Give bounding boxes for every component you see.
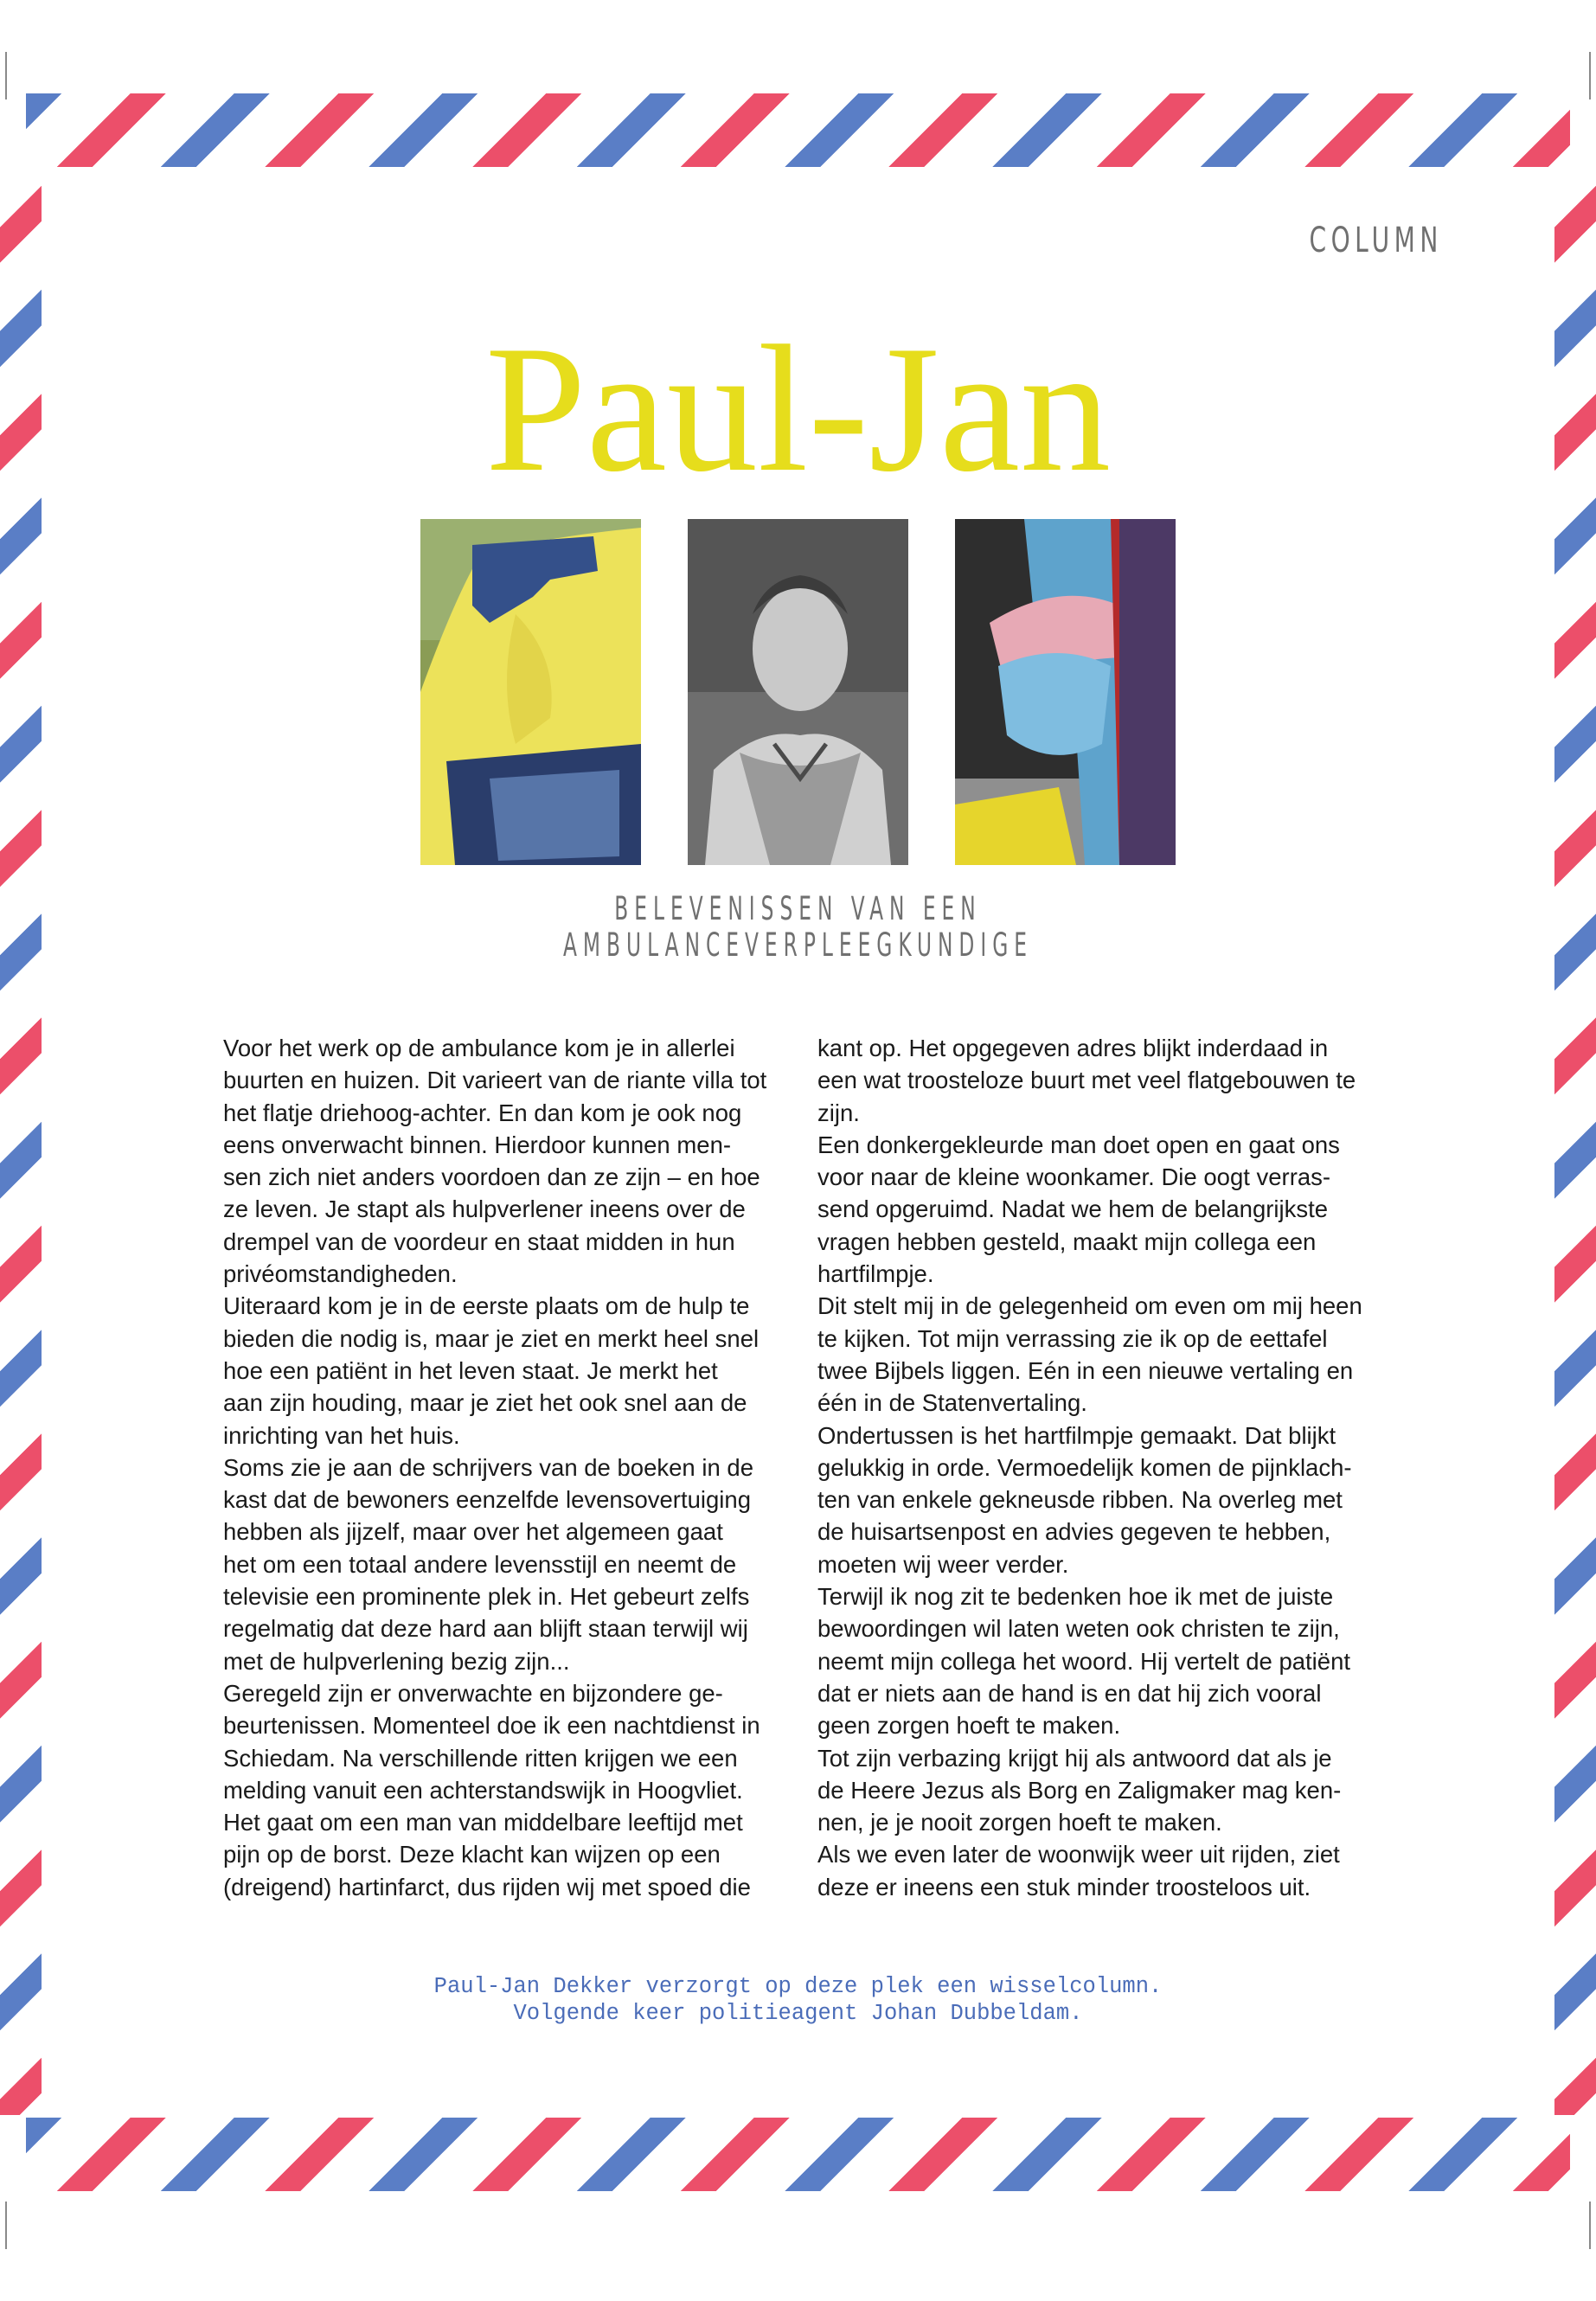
footer-line: Volgende keer politieagent Johan Dubbeldam. [513, 2001, 1083, 2026]
text-line: send opgeruimd. Nadat we hem de belangrijkste [817, 1195, 1329, 1223]
text-line: Dit stelt mij in de gelegenheid om even om mij heen [817, 1292, 1362, 1320]
text-line: melding vanuit een achterstandswijk in Hoogvliet. [223, 1776, 743, 1804]
text-line: Geregeld zijn er onverwachte en bijzondere ge- [223, 1679, 723, 1707]
text-line: inrichting van het huis. [223, 1421, 460, 1449]
text-line: te kijken. Tot mijn verrassing zie ik op de eettafel [817, 1324, 1328, 1352]
text-line: Het gaat om een man van middelbare leeftijd met [223, 1809, 743, 1836]
text-line: ten van enkele gekneusde ribben. Na overleg met [817, 1486, 1343, 1514]
footer-note [0, 1973, 1596, 2027]
text-line: dat er niets aan de hand is en dat hij zich vooral [817, 1679, 1322, 1707]
gloves-photo [955, 519, 1176, 865]
text-line: een wat troosteloze buurt met veel flatgebouwen te [817, 1067, 1356, 1094]
text-line: twee Bijbels liggen. Eén in een nieuwe vertaling en [817, 1356, 1354, 1384]
text-line: de Heere Jezus als Borg en Zaligmaker mag ken- [817, 1776, 1342, 1804]
footer-line: Paul-Jan Dekker verzorgt op deze plek een wisselcolumn. [433, 1974, 1163, 1999]
text-line: het om een totaal andere levensstijl en neemt de [223, 1550, 737, 1578]
text-line: gelukkig in orde. Vermoedelijk komen de pijnklach- [817, 1453, 1352, 1481]
text-line: hoe een patiënt in het leven staat. Je merkt het [223, 1356, 718, 1384]
text-line: ze leven. Je stapt als hulpverlener ineens over de [223, 1195, 746, 1223]
text-line: geen zorgen hoeft te maken. [817, 1712, 1121, 1740]
text-line: Schiedam. Na verschillende ritten krijgen we een [223, 1744, 738, 1772]
text-line: zijn. [817, 1099, 860, 1126]
text-line: vragen hebben gesteld, maakt mijn collega een [817, 1227, 1317, 1255]
text-line: Ondertussen is het hartfilmpje gemaakt. Dat blijkt [817, 1421, 1336, 1449]
text-line: kant op. Het opgegeven adres blijkt inderdaad in [817, 1035, 1329, 1061]
text-line: eens onverwacht binnen. Hierdoor kunnen men- [223, 1131, 732, 1158]
text-line: regelmatig dat deze hard aan blijft staan terwijl wij [223, 1615, 748, 1643]
text-line: pijn op de borst. Deze klacht kan wijzen op een [223, 1841, 721, 1868]
text-line: met de hulpverlening bezig zijn... [223, 1647, 570, 1675]
text-line: sen zich niet anders voordoen dan ze zijn – en hoe [223, 1163, 760, 1191]
ambulance-photo [420, 519, 641, 865]
text-line: neemt mijn collega het woord. Hij vertelt de patiënt [817, 1647, 1351, 1675]
text-line: Een donkergekleurde man doet open en gaat ons [817, 1131, 1340, 1158]
crop-mark [1589, 52, 1591, 99]
text-line: het flatje driehoog-achter. En dan kom je ook nog [223, 1099, 742, 1126]
text-line: hebben als jijzelf, maar over het algemeen gaat [223, 1518, 723, 1546]
crop-mark [5, 52, 7, 99]
text-line: de huisartsenpost en advies gegeven te hebben, [817, 1518, 1331, 1546]
text-line: Als we even later de woonwijk weer uit rijden, ziet [817, 1841, 1340, 1868]
text-line: één in de Statenvertaling. [817, 1389, 1087, 1417]
text-line: buurten en huizen. Dit varieert van de riante villa tot [223, 1067, 767, 1094]
text-line: privéomstandigheden. [223, 1260, 458, 1288]
article-column-left [223, 1032, 785, 1903]
text-line: (dreigend) hartinfarct, dus rijden wij met spoed die [223, 1873, 751, 1900]
subtitle-line: AMBULANCEVERPLEEGKUNDIGE [562, 926, 1034, 964]
text-line: aan zijn houding, maar je ziet het ook snel aan de [223, 1389, 747, 1417]
text-line: deze er ineens een stuk minder troosteloos uit. [817, 1873, 1311, 1900]
text-line: televisie een prominente plek in. Het gebeurt zelfs [223, 1583, 750, 1611]
subtitle-line: BELEVENISSEN VAN EEN [614, 890, 982, 927]
article-column-right [817, 1032, 1380, 1903]
portrait-photo [688, 519, 908, 865]
text-line: Soms zie je aan de schrijvers van de boeken in de [223, 1453, 753, 1481]
text-line: bewoordingen wil laten weten ook christen te zijn, [817, 1615, 1340, 1643]
crop-mark [1589, 2202, 1591, 2249]
text-line: drempel van de voordeur en staat midden in hun [223, 1227, 735, 1255]
text-line: hartfilmpje. [817, 1260, 934, 1288]
page-title: Paul-Jan [484, 309, 1112, 510]
text-line: Uiteraard kom je in de eerste plaats om de hulp te [223, 1292, 750, 1320]
text-line: Voor het werk op de ambulance kom je in allerlei [223, 1035, 735, 1061]
text-line: nen, je je nooit zorgen hoeft te maken. [817, 1809, 1222, 1836]
airmail-border-top [26, 93, 1570, 167]
text-line: moeten wij weer verder. [817, 1550, 1069, 1578]
text-line: Terwijl ik nog zit te bedenken hoe ik met de juiste [817, 1583, 1334, 1611]
text-line: beurtenissen. Momenteel doe ik een nachtdienst in [223, 1712, 760, 1740]
text-line: voor naar de kleine woonkamer. Die oogt verras- [817, 1163, 1331, 1191]
text-line: bieden die nodig is, maar je ziet en merkt heel snel [223, 1324, 760, 1352]
airmail-border-bottom [26, 2118, 1570, 2191]
section-label: COLUMN [1309, 221, 1443, 260]
text-line: Tot zijn verbazing krijgt hij als antwoord dat als je [817, 1744, 1332, 1772]
crop-mark [5, 2202, 7, 2249]
text-line: kast dat de bewoners eenzelfde levensovertuiging [223, 1486, 751, 1514]
page-subtitle [0, 891, 1596, 964]
